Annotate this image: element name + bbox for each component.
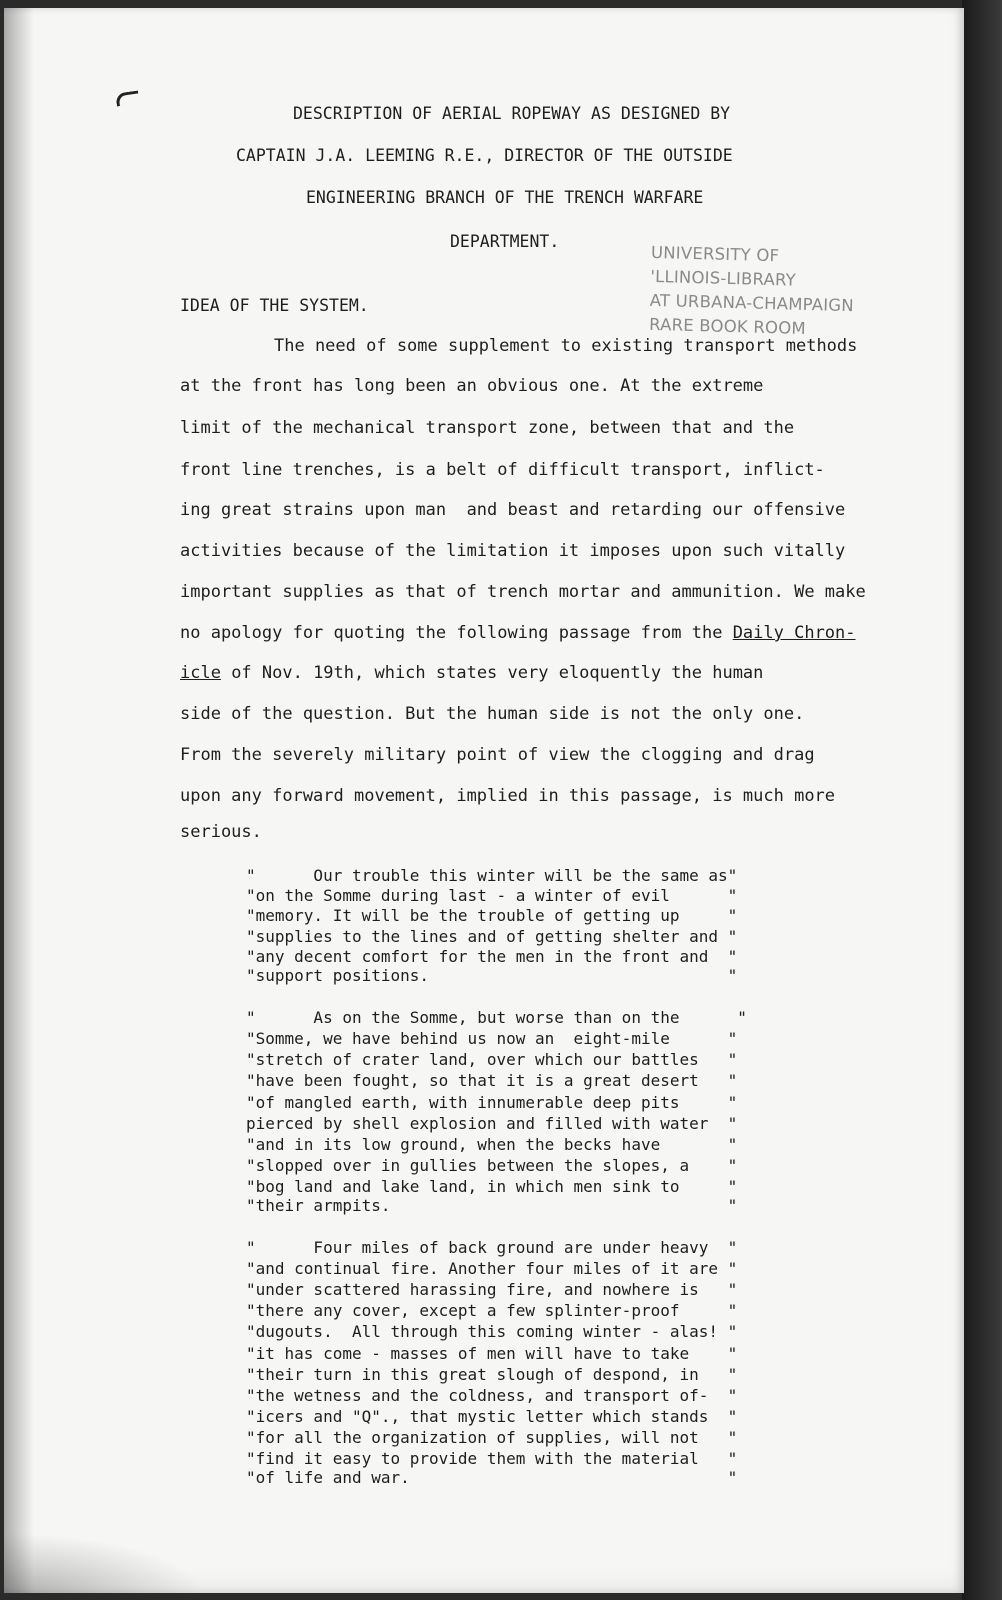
quote-3-line-11: "find it easy to provide them with the material " [246, 1449, 738, 1468]
quote-1-line-1: " Our trouble this winter will be the same as" [246, 866, 738, 885]
quote-3-line-12: "of life and war. " [246, 1468, 738, 1487]
page-shadow-left [4, 8, 34, 1593]
body-line-9-text: of Nov. 19th, which states very eloquently the human [220, 663, 764, 683]
body-line-2: at the front has long been an obvious one. At the extreme [180, 376, 764, 396]
quote-2-line-7: "and in its low ground, when the becks have " [246, 1135, 738, 1154]
quote-3-line-3: "under scattered harassing fire, and nowhere is " [246, 1280, 738, 1299]
quote-3-line-9: "icers and "Q"., that mystic letter which stands " [246, 1407, 738, 1426]
quote-3-line-10: "for all the organization of supplies, will not " [246, 1428, 738, 1447]
body-line-11: From the severely military point of view the clogging and drag [180, 745, 815, 765]
quote-2-line-2: "Somme, we have behind us now an eight-mile " [246, 1029, 738, 1048]
publication-name-part-2: icle [180, 663, 221, 683]
quote-2-line-10: "their armpits. " [246, 1196, 738, 1215]
quote-2-line-8: "slopped over in gullies between the slopes, a " [246, 1156, 738, 1175]
library-stamp [649, 241, 891, 343]
title-line-2: CAPTAIN J.A. LEEMING R.E., DIRECTOR OF THE OUTSIDE [236, 146, 733, 165]
body-line-9 [180, 663, 763, 683]
quote-2-line-4: "have been fought, so that it is a great desert " [246, 1071, 738, 1090]
title-line-1: DESCRIPTION OF AERIAL ROPEWAY AS DESIGNED BY [293, 104, 731, 123]
quote-1-line-4: "supplies to the lines and of getting shelter and " [246, 927, 738, 946]
quote-1-line-6: "support positions. " [246, 966, 738, 985]
quote-3-line-4: "there any cover, except a few splinter-proof " [246, 1301, 738, 1320]
title-line-4: DEPARTMENT. [450, 232, 560, 251]
quote-1-line-2: "on the Somme during last - a winter of evil " [246, 886, 738, 905]
stamp-line-2: 'LLINOIS-LIBRARY [650, 266, 797, 290]
body-line-8-text: no apology for quoting the following passage from the [180, 623, 733, 643]
page-shadow-bottom [4, 1533, 204, 1593]
body-line-13: serious. [180, 822, 262, 842]
quote-3-line-8: "the wetness and the coldness, and transport of- " [246, 1386, 738, 1405]
stamp-line-4: RARE BOOK ROOM [648, 314, 807, 338]
quote-2-line-1: " As on the Somme, but worse than on the " [246, 1008, 747, 1027]
quote-3-line-6: "it has come - masses of men will have to take " [246, 1344, 738, 1363]
body-line-5: ing great strains upon man and beast and retarding our offensive [180, 500, 846, 520]
section-heading: IDEA OF THE SYSTEM. [180, 296, 369, 315]
body-line-1: The need of some supplement to existing transport methods [274, 336, 858, 356]
quote-2-line-9: "bog land and lake land, in which men sink to " [246, 1177, 738, 1196]
body-line-3: limit of the mechanical transport zone, between that and the [180, 418, 795, 438]
title-line-3: ENGINEERING BRANCH OF THE TRENCH WARFARE [306, 188, 704, 207]
publication-name-part-1: Daily Chron- [732, 623, 856, 643]
stamp-line-3: AT URBANA-CHAMPAIGN [649, 290, 855, 316]
quote-3-line-7: "their turn in this great slough of despond, in " [246, 1365, 738, 1384]
quote-3-line-1: " Four miles of back ground are under heavy " [246, 1238, 738, 1257]
body-line-6: activities because of the limitation it imposes upon such vitally [180, 541, 846, 561]
body-line-10: side of the question. But the human side is not the only one. [180, 704, 805, 724]
stamp-line-1: UNIVERSITY OF [650, 242, 780, 266]
quote-3-line-5: "dugouts. All through this coming winter - alas! " [246, 1322, 738, 1341]
quote-2-line-3: "stretch of crater land, over which our battles " [246, 1050, 738, 1069]
background-edge [962, 0, 1002, 1600]
body-line-7: important supplies as that of trench mortar and ammunition. We make [180, 582, 866, 602]
quote-2-line-6: pierced by shell explosion and filled with water " [246, 1114, 738, 1133]
quote-1-line-5: "any decent comfort for the men in the front and " [246, 947, 738, 966]
body-line-4: front line trenches, is a belt of difficult transport, inflict- [180, 460, 825, 480]
quote-2-line-5: "of mangled earth, with innumerable deep pits " [246, 1093, 738, 1112]
body-line-12: upon any forward movement, implied in this passage, is much more [180, 786, 836, 806]
quote-1-line-3: "memory. It will be the trouble of getting up " [246, 906, 738, 925]
body-line-8 [180, 623, 856, 643]
quote-3-line-2: "and continual fire. Another four miles of it are " [246, 1259, 738, 1278]
